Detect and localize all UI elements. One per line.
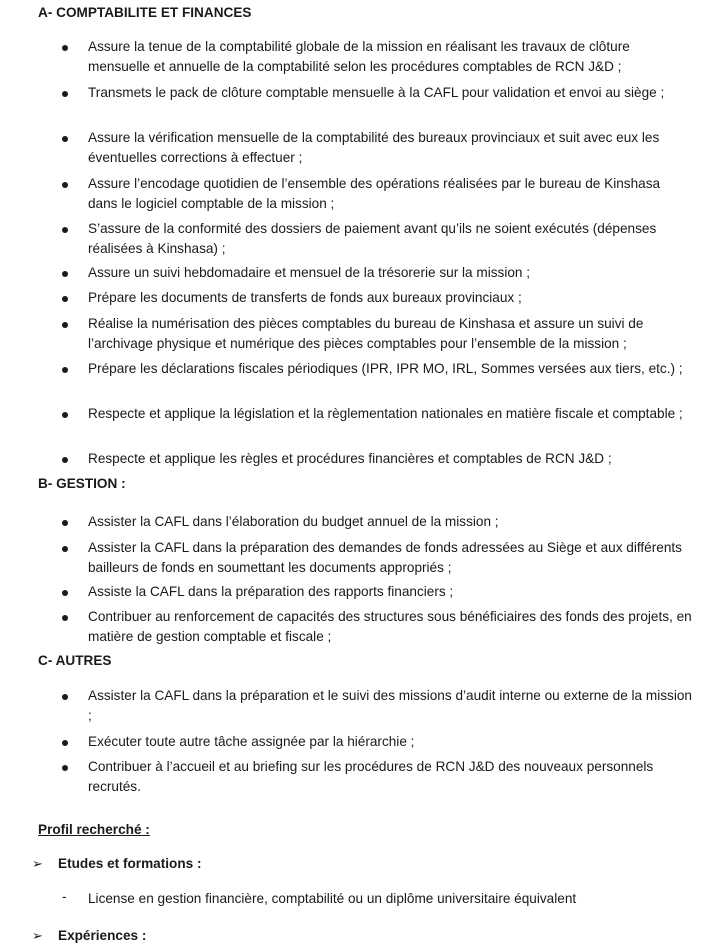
bullet-dot-icon bbox=[62, 412, 68, 418]
section-b-heading: B- GESTION : bbox=[38, 476, 126, 491]
list-item: Contribuer au renforcement de capacités des structures sous bénéficiaires des fonds des projets, en matière de gestion comptable et fiscale ; bbox=[88, 609, 692, 644]
list-item: Assure la tenue de la comptabilité globale de la mission en réalisant les travaux de clôture mensuelle et annuelle de la comptabilité selon les procédures comptables de RCN J&D ; bbox=[88, 39, 630, 74]
arrow-right-icon: ➢ bbox=[32, 928, 43, 943]
bullet-dot-icon bbox=[62, 694, 68, 700]
bullet-dot-icon bbox=[62, 182, 68, 188]
dash-icon: - bbox=[62, 889, 67, 904]
bullet-dot-icon bbox=[62, 740, 68, 746]
list-item: Assister la CAFL dans l’élaboration du budget annuel de la mission ; bbox=[88, 514, 499, 529]
section-a-heading: A- COMPTABILITE ET FINANCES bbox=[38, 5, 252, 20]
arrow-right-icon: ➢ bbox=[32, 856, 43, 871]
bullet-dot-icon bbox=[62, 367, 68, 373]
list-item: Respecte et applique la législation et la règlementation nationales en matière fiscale et comptable ; bbox=[88, 406, 683, 421]
etudes-item: License en gestion financière, comptabilité ou un diplôme universitaire équivalent bbox=[88, 891, 577, 906]
list-item: Prépare les déclarations fiscales périodiques (IPR, IPR MO, IRL, Sommes versées aux tiers, etc.) ; bbox=[88, 361, 683, 376]
list-item: Assister la CAFL dans la préparation et le suivi des missions d’audit interne ou externe de la mission ; bbox=[88, 688, 692, 723]
section-c-heading: C- AUTRES bbox=[38, 653, 112, 668]
bullet-dot-icon bbox=[62, 322, 68, 328]
list-item: Contribuer à l’accueil et au briefing sur les procédures de RCN J&D des nouveaux personnels recrutés. bbox=[88, 759, 654, 794]
bullet-dot-icon bbox=[62, 546, 68, 552]
bullet-dot-icon bbox=[62, 590, 68, 596]
bullet-dot-icon bbox=[62, 520, 68, 526]
list-item: S’assure de la conformité des dossiers de paiement avant qu’ils ne soient exécutés (dépenses réalisées à Kinshasa) ; bbox=[88, 221, 657, 256]
list-item: Réalise la numérisation des pièces comptables du bureau de Kinshasa et assure un suivi de l’archivage physique et numérique des pièces comptables pour l’ensemble de la mission ; bbox=[88, 316, 644, 351]
bullet-dot-icon bbox=[62, 296, 68, 302]
list-item: Respecte et applique les règles et procédures financières et comptables de RCN J&D ; bbox=[88, 451, 612, 466]
bullet-dot-icon bbox=[62, 615, 68, 621]
list-item: Prépare les documents de transferts de fonds aux bureaux provinciaux ; bbox=[88, 290, 522, 305]
bullet-dot-icon bbox=[62, 457, 68, 463]
list-item: Assure un suivi hebdomadaire et mensuel de la trésorerie sur la mission ; bbox=[88, 265, 531, 280]
etudes-heading: Etudes et formations : bbox=[58, 856, 202, 871]
bullet-dot-icon bbox=[62, 45, 68, 51]
profil-heading: Profil recherché : bbox=[38, 822, 150, 837]
bullet-dot-icon bbox=[62, 227, 68, 233]
bullet-dot-icon bbox=[62, 91, 68, 97]
list-item: Assiste la CAFL dans la préparation des rapports financiers ; bbox=[88, 584, 454, 599]
bullet-dot-icon bbox=[62, 271, 68, 277]
bullet-dot-icon bbox=[62, 136, 68, 142]
experiences-heading: Expériences : bbox=[58, 928, 147, 943]
list-item: Assure la vérification mensuelle de la comptabilité des bureaux provinciaux et suit avec eux les éventuelles corrections à effectuer ; bbox=[88, 130, 660, 165]
list-item: Assister la CAFL dans la préparation des demandes de fonds adressées au Siège et aux différents bailleurs de fonds en soumettant les documents appropriés ; bbox=[88, 540, 682, 575]
list-item: Exécuter toute autre tâche assignée par la hiérarchie ; bbox=[88, 734, 415, 749]
list-item: Transmets le pack de clôture comptable mensuelle à la CAFL pour validation et envoi au siège ; bbox=[88, 85, 665, 100]
list-item: Assure l’encodage quotidien de l’ensemble des opérations réalisées par le bureau de Kinshasa dans le logiciel comptable de la mission ; bbox=[88, 176, 661, 211]
bullet-dot-icon bbox=[62, 765, 68, 771]
